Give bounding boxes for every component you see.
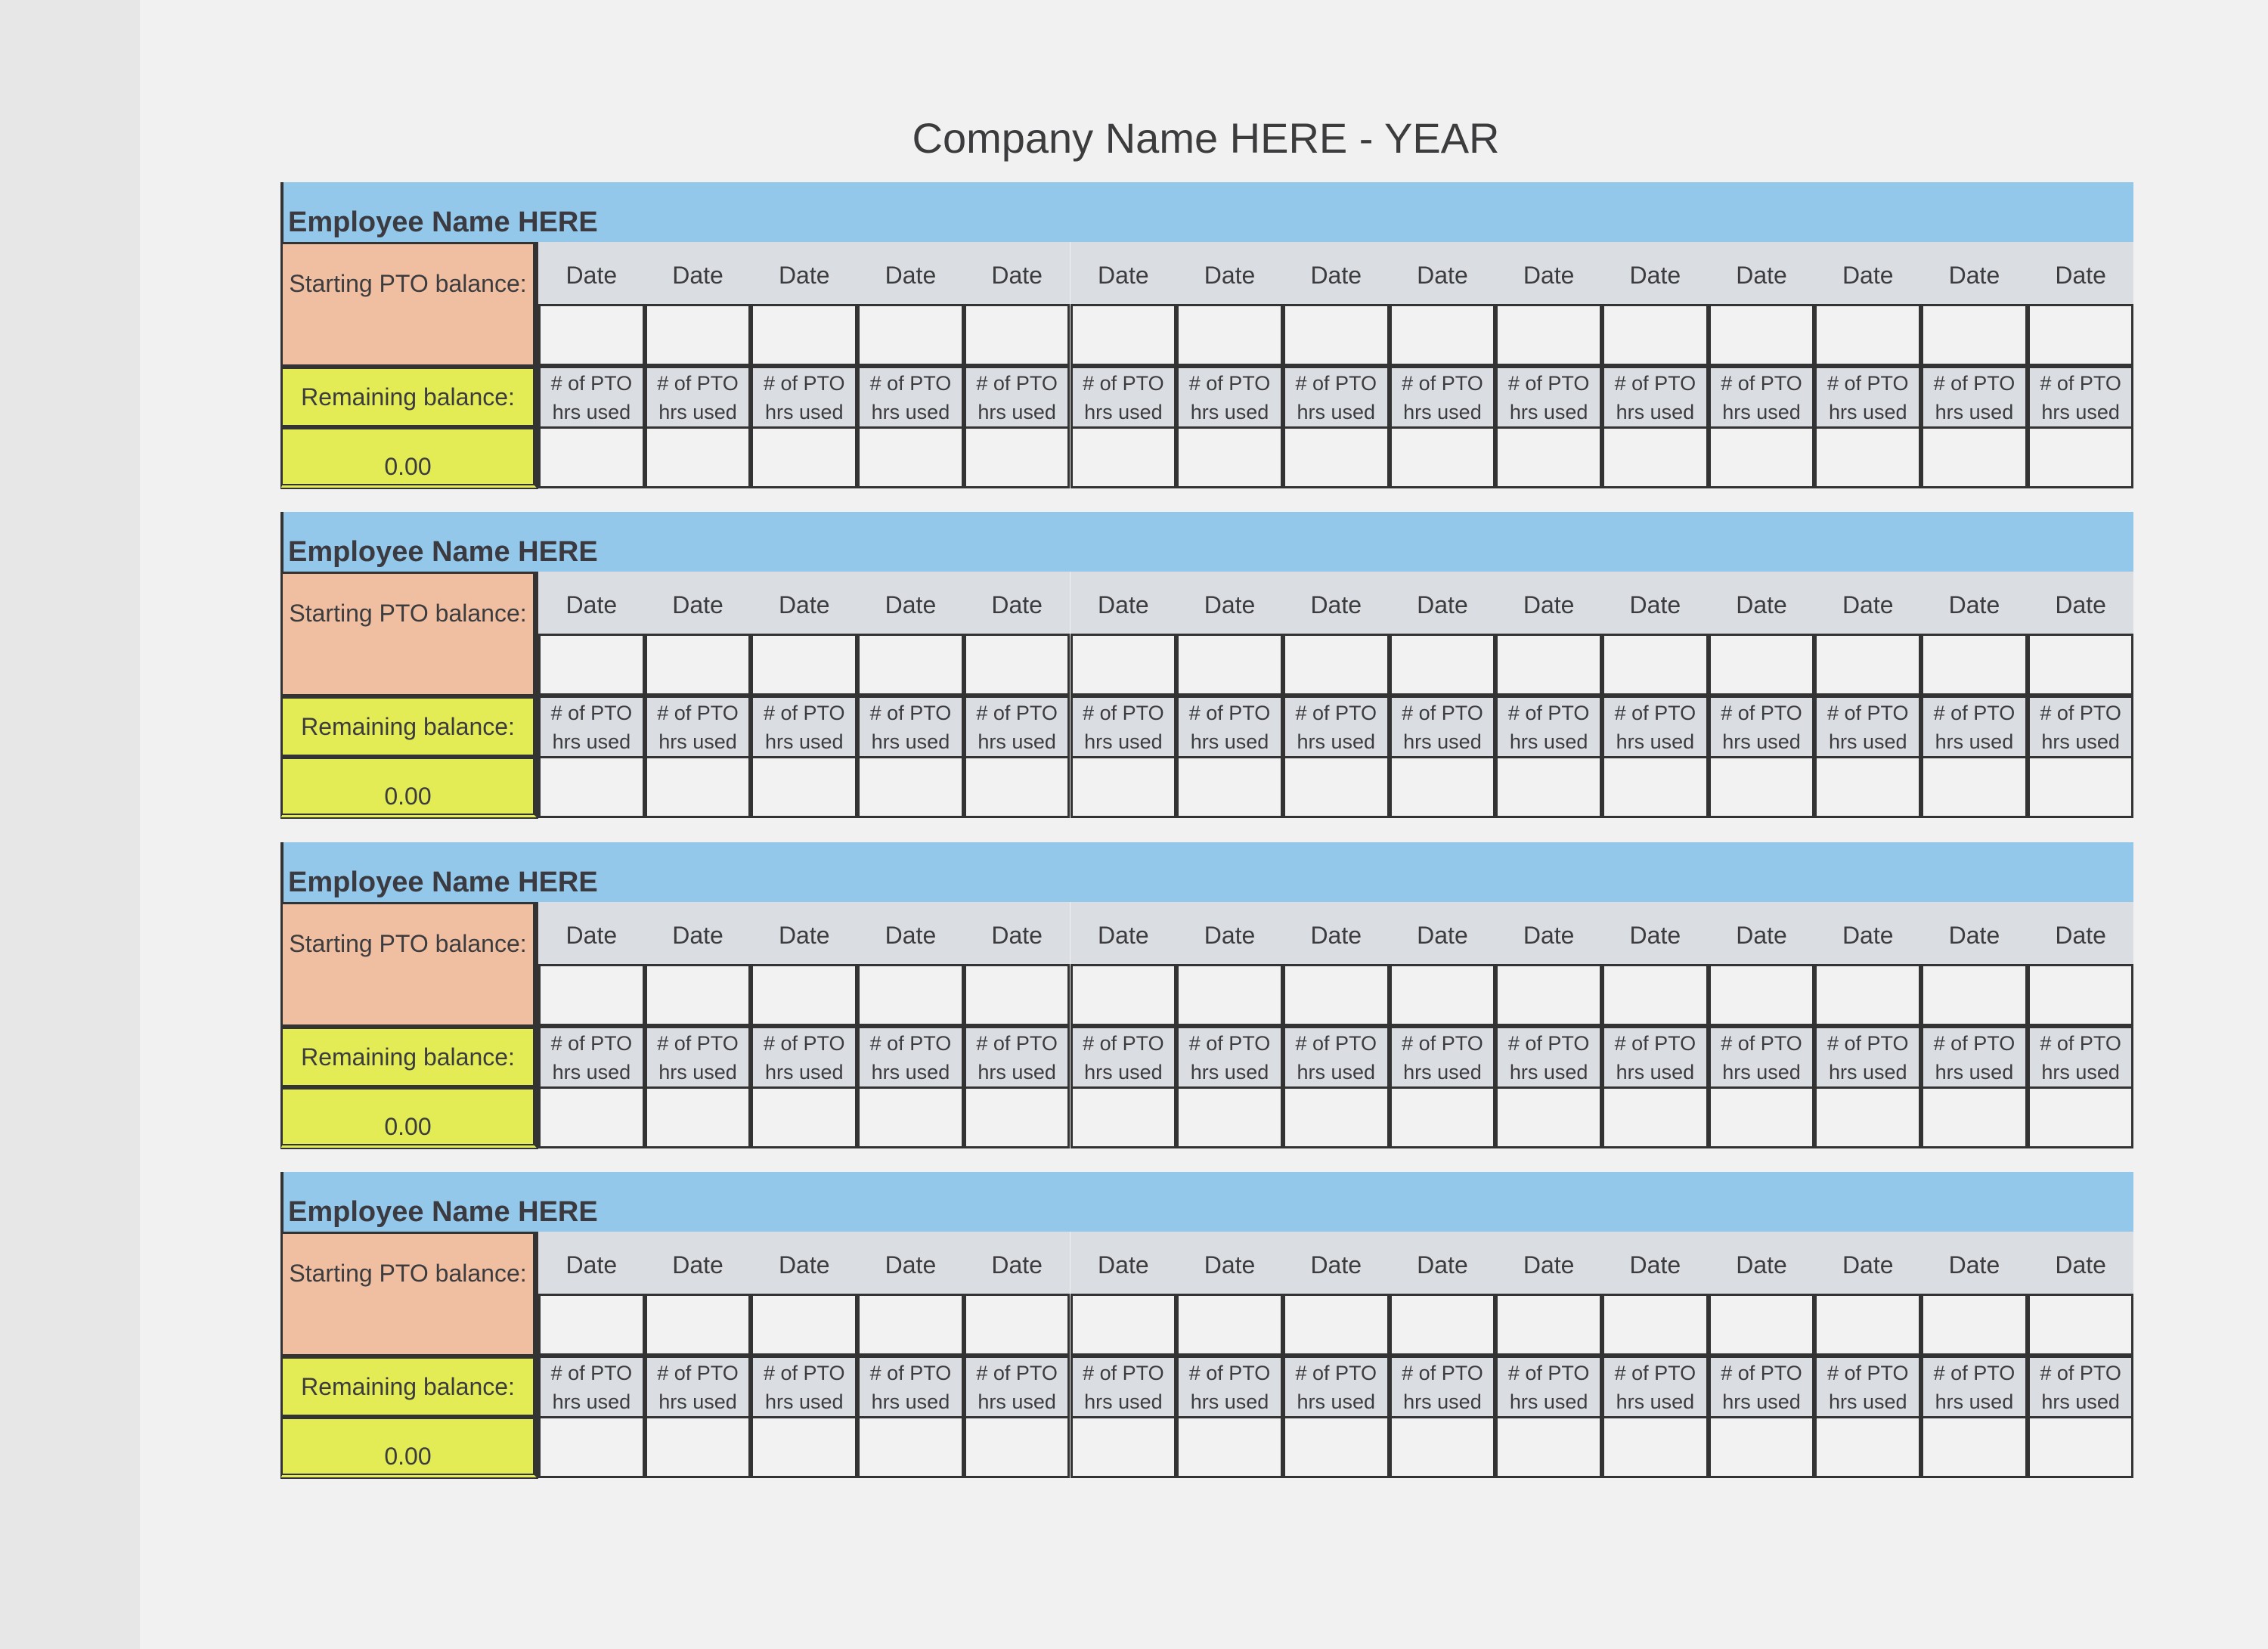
pto-hours-header: # of PTO hrs used [1495, 1026, 1602, 1086]
pto-hours-input-cell[interactable] [1390, 756, 1496, 818]
pto-hours-input-cell[interactable] [1176, 1416, 1283, 1478]
remaining-balance-label: Remaining balance: [301, 1372, 515, 1400]
date-input-cell[interactable] [1921, 304, 2028, 366]
date-input-cell[interactable] [1709, 964, 1815, 1026]
date-header: Date [964, 902, 1070, 964]
date-header: Date [1070, 902, 1177, 964]
pto-hours-input-cell[interactable] [1495, 426, 1602, 488]
date-header: Date [1390, 572, 1496, 634]
date-input-cell[interactable] [751, 1294, 857, 1356]
date-input-cell[interactable] [1495, 1294, 1602, 1356]
pto-hours-header: # of PTO hrs used [964, 1356, 1070, 1416]
date-input-cell[interactable] [1283, 1294, 1390, 1356]
pto-hours-header: # of PTO hrs used [1814, 366, 1921, 426]
pto-hours-header: # of PTO hrs used [751, 696, 857, 756]
date-input-cell[interactable] [1070, 634, 1177, 696]
pto-hours-input-cell[interactable] [1495, 1416, 1602, 1478]
remaining-balance-label: Remaining balance: [301, 383, 515, 411]
pto-hours-header: # of PTO hrs used [1709, 696, 1815, 756]
pto-hours-input-cell[interactable] [857, 1416, 964, 1478]
date-input-cell[interactable] [1814, 304, 1921, 366]
date-header: Date [1390, 902, 1496, 964]
pto-hours-input-cell[interactable] [1921, 1416, 2028, 1478]
date-header: Date [1709, 242, 1815, 304]
pto-hours-input-cell[interactable] [1176, 756, 1283, 818]
pto-hours-input-cell[interactable] [1070, 426, 1177, 488]
date-input-cell[interactable] [1390, 964, 1496, 1026]
date-input-cell[interactable] [1709, 634, 1815, 696]
date-input-cell[interactable] [1814, 964, 1921, 1026]
pto-hours-header: # of PTO hrs used [1176, 366, 1283, 426]
date-header: Date [1921, 572, 2028, 634]
pto-grid [538, 572, 2133, 817]
pto-hours-header: # of PTO hrs used [2028, 366, 2134, 426]
date-header: Date [1176, 572, 1283, 634]
pto-grid [538, 902, 2133, 1147]
date-input-cell[interactable] [1390, 1294, 1496, 1356]
pto-hours-header: # of PTO hrs used [1921, 696, 2028, 756]
pto-hours-header: # of PTO hrs used [1070, 1356, 1177, 1416]
remaining-balance-label-cell [280, 1356, 538, 1417]
pto-hours-header: # of PTO hrs used [964, 1026, 1070, 1086]
pto-hours-input-cell[interactable] [1709, 756, 1815, 818]
pto-hours-input-cell[interactable] [1176, 1086, 1283, 1148]
pto-hours-input-cell[interactable] [645, 1086, 751, 1148]
date-input-cell[interactable] [1283, 964, 1390, 1026]
date-input-cell[interactable] [1070, 964, 1177, 1026]
date-input-cell[interactable] [1390, 634, 1496, 696]
date-header: Date [1602, 572, 1709, 634]
pto-hours-input-cell[interactable] [964, 1086, 1070, 1148]
pto-hours-input-cell[interactable] [1814, 756, 1921, 818]
pto-hours-input-cell[interactable] [1176, 426, 1283, 488]
date-input-cell[interactable] [964, 634, 1070, 696]
date-header: Date [1709, 572, 1815, 634]
remaining-balance-value-cell [280, 757, 538, 819]
date-header: Date [538, 902, 645, 964]
date-header: Date [751, 572, 857, 634]
date-header: Date [1176, 902, 1283, 964]
date-header: Date [751, 242, 857, 304]
date-header: Date [1390, 242, 1496, 304]
pto-hours-header: # of PTO hrs used [1390, 366, 1496, 426]
remaining-balance-value-cell [280, 427, 538, 489]
date-input-cell[interactable] [1495, 634, 1602, 696]
pto-hours-input-cell[interactable] [1495, 1086, 1602, 1148]
pto-hours-input-cell[interactable] [645, 1416, 751, 1478]
pto-hours-input-cell[interactable] [2028, 1086, 2134, 1148]
pto-hours-header: # of PTO hrs used [1070, 1026, 1177, 1086]
pto-hours-input-cell[interactable] [538, 1416, 645, 1478]
date-header: Date [538, 242, 645, 304]
date-input-cell[interactable] [1495, 964, 1602, 1026]
starting-balance-cell[interactable] [280, 1232, 538, 1356]
date-header: Date [1709, 1232, 1815, 1294]
pto-hours-header: # of PTO hrs used [1390, 1026, 1496, 1086]
employee-name[interactable]: Employee Name HERE [288, 536, 598, 568]
pto-hours-header: # of PTO hrs used [645, 696, 751, 756]
date-header: Date [1283, 572, 1390, 634]
date-header: Date [1709, 902, 1815, 964]
pto-hours-input-cell[interactable] [1495, 756, 1602, 818]
date-header: Date [1814, 242, 1921, 304]
date-header: Date [645, 242, 751, 304]
date-input-cell[interactable] [1283, 304, 1390, 366]
date-header: Date [1495, 572, 1602, 634]
pto-hours-input-cell[interactable] [1070, 1086, 1177, 1148]
pto-hours-input-cell[interactable] [1070, 1416, 1177, 1478]
date-input-cell[interactable] [538, 304, 645, 366]
pto-hours-header: # of PTO hrs used [538, 366, 645, 426]
date-header: Date [857, 242, 964, 304]
date-header: Date [964, 242, 1070, 304]
date-input-cell[interactable] [1070, 304, 1177, 366]
pto-hours-input-cell[interactable] [857, 756, 964, 818]
date-header: Date [1814, 572, 1921, 634]
pto-hours-input-cell[interactable] [2028, 426, 2134, 488]
date-input-cell[interactable] [857, 634, 964, 696]
pto-hours-header: # of PTO hrs used [1390, 1356, 1496, 1416]
employee-name[interactable]: Employee Name HERE [288, 866, 598, 898]
starting-balance-cell[interactable] [280, 572, 538, 696]
date-header: Date [2028, 1232, 2134, 1294]
pto-hours-input-cell[interactable] [1921, 756, 2028, 818]
pto-hours-header: # of PTO hrs used [2028, 1026, 2134, 1086]
pto-hours-header: # of PTO hrs used [645, 1026, 751, 1086]
starting-balance-label: Starting PTO balance: [289, 930, 527, 957]
date-header: Date [751, 902, 857, 964]
remaining-balance-value-cell [280, 1417, 538, 1479]
pto-hours-input-cell[interactable] [964, 426, 1070, 488]
date-header: Date [1283, 242, 1390, 304]
pto-hours-input-cell[interactable] [751, 1086, 857, 1148]
date-input-cell[interactable] [1176, 1294, 1283, 1356]
date-header: Date [1176, 1232, 1283, 1294]
date-header: Date [857, 1232, 964, 1294]
pto-hours-input-cell[interactable] [1921, 426, 2028, 488]
pto-hours-input-cell[interactable] [645, 756, 751, 818]
pto-hours-header: # of PTO hrs used [857, 1356, 964, 1416]
pto-hours-input-cell[interactable] [2028, 1416, 2134, 1478]
pto-hours-input-cell[interactable] [1814, 426, 1921, 488]
date-input-cell[interactable] [1495, 304, 1602, 366]
pto-hours-input-cell[interactable] [1390, 1086, 1496, 1148]
date-header: Date [1283, 1232, 1390, 1294]
date-header: Date [1602, 1232, 1709, 1294]
pto-hours-header: # of PTO hrs used [857, 696, 964, 756]
date-header: Date [2028, 242, 2134, 304]
pto-hours-input-cell[interactable] [857, 1086, 964, 1148]
date-header: Date [1390, 1232, 1496, 1294]
remaining-balance-label-cell [280, 696, 538, 757]
pto-hours-input-cell[interactable] [751, 756, 857, 818]
pto-hours-header: # of PTO hrs used [751, 1356, 857, 1416]
pto-hours-input-cell[interactable] [645, 426, 751, 488]
date-input-cell[interactable] [1602, 1294, 1709, 1356]
pto-hours-header: # of PTO hrs used [1602, 1026, 1709, 1086]
remaining-balance-value: 0.00 [384, 1443, 432, 1470]
pto-hours-header: # of PTO hrs used [1814, 1026, 1921, 1086]
date-input-cell[interactable] [1602, 964, 1709, 1026]
employee-block [280, 1172, 2133, 1479]
date-header: Date [645, 902, 751, 964]
pto-hours-input-cell[interactable] [1602, 756, 1709, 818]
pto-hours-header: # of PTO hrs used [538, 1356, 645, 1416]
date-header: Date [645, 1232, 751, 1294]
date-header: Date [857, 902, 964, 964]
date-header: Date [1176, 242, 1283, 304]
pto-hours-header: # of PTO hrs used [1176, 1356, 1283, 1416]
pto-hours-header: # of PTO hrs used [1495, 1356, 1602, 1416]
date-input-cell[interactable] [1283, 634, 1390, 696]
date-header: Date [1814, 902, 1921, 964]
date-input-cell[interactable] [1921, 634, 2028, 696]
pto-hours-input-cell[interactable] [964, 756, 1070, 818]
date-input-cell[interactable] [1602, 304, 1709, 366]
remaining-balance-label: Remaining balance: [301, 1043, 515, 1071]
pto-hours-input-cell[interactable] [1283, 1416, 1390, 1478]
pto-hours-input-cell[interactable] [1814, 1086, 1921, 1148]
pto-hours-header: # of PTO hrs used [1495, 366, 1602, 426]
date-input-cell[interactable] [645, 1294, 751, 1356]
date-input-cell[interactable] [2028, 634, 2134, 696]
pto-hours-header: # of PTO hrs used [1283, 1356, 1390, 1416]
date-input-cell[interactable] [1921, 964, 2028, 1026]
employee-block [280, 182, 2133, 489]
remaining-balance-value: 0.00 [384, 453, 432, 480]
employee-name[interactable]: Employee Name HERE [288, 1196, 598, 1228]
date-header: Date [1921, 242, 2028, 304]
pto-hours-input-cell[interactable] [1602, 1086, 1709, 1148]
pto-hours-input-cell[interactable] [538, 426, 645, 488]
date-input-cell[interactable] [857, 1294, 964, 1356]
date-header: Date [1602, 242, 1709, 304]
pto-hours-header: # of PTO hrs used [1390, 696, 1496, 756]
date-input-cell[interactable] [751, 304, 857, 366]
date-input-cell[interactable] [1709, 304, 1815, 366]
date-header: Date [1814, 1232, 1921, 1294]
date-header: Date [2028, 572, 2134, 634]
pto-hours-input-cell[interactable] [751, 1416, 857, 1478]
remaining-balance-value: 0.00 [384, 783, 432, 810]
pto-hours-input-cell[interactable] [1709, 1086, 1815, 1148]
pto-hours-input-cell[interactable] [1070, 756, 1177, 818]
date-input-cell[interactable] [1176, 304, 1283, 366]
date-input-cell[interactable] [857, 304, 964, 366]
date-input-cell[interactable] [964, 1294, 1070, 1356]
pto-hours-input-cell[interactable] [2028, 756, 2134, 818]
employee-name-band [280, 842, 2133, 902]
pto-hours-header: # of PTO hrs used [964, 696, 1070, 756]
starting-balance-label: Starting PTO balance: [289, 1260, 527, 1287]
date-input-cell[interactable] [1814, 1294, 1921, 1356]
pto-hours-header: # of PTO hrs used [1921, 1356, 2028, 1416]
starting-balance-label: Starting PTO balance: [289, 270, 527, 297]
employee-name-band [280, 182, 2133, 242]
pto-hours-header: # of PTO hrs used [1921, 366, 2028, 426]
pto-hours-input-cell[interactable] [1283, 426, 1390, 488]
date-header: Date [751, 1232, 857, 1294]
pto-hours-header: # of PTO hrs used [538, 696, 645, 756]
pto-hours-header: # of PTO hrs used [1602, 366, 1709, 426]
pto-hours-header: # of PTO hrs used [1814, 1356, 1921, 1416]
pto-hours-header: # of PTO hrs used [1283, 696, 1390, 756]
date-header: Date [964, 1232, 1070, 1294]
date-input-cell[interactable] [751, 964, 857, 1026]
remaining-balance-label-cell [280, 1027, 538, 1087]
date-input-cell[interactable] [751, 634, 857, 696]
date-input-cell[interactable] [1070, 1294, 1177, 1356]
pto-hours-header: # of PTO hrs used [857, 366, 964, 426]
starting-balance-label: Starting PTO balance: [289, 600, 527, 627]
date-input-cell[interactable] [2028, 964, 2134, 1026]
pto-hours-input-cell[interactable] [1602, 1416, 1709, 1478]
pto-hours-header: # of PTO hrs used [1709, 366, 1815, 426]
employee-name-band [280, 1172, 2133, 1232]
employee-block [280, 842, 2133, 1149]
date-input-cell[interactable] [1602, 634, 1709, 696]
pto-hours-input-cell[interactable] [1283, 756, 1390, 818]
pto-hours-header: # of PTO hrs used [1070, 366, 1177, 426]
date-input-cell[interactable] [538, 634, 645, 696]
date-input-cell[interactable] [964, 304, 1070, 366]
pto-grid [538, 1232, 2133, 1477]
date-header: Date [1495, 1232, 1602, 1294]
pto-hours-header: # of PTO hrs used [1283, 366, 1390, 426]
date-input-cell[interactable] [1390, 304, 1496, 366]
pto-hours-input-cell[interactable] [1602, 426, 1709, 488]
date-header: Date [1070, 242, 1177, 304]
pto-hours-input-cell[interactable] [751, 426, 857, 488]
date-input-cell[interactable] [1921, 1294, 2028, 1356]
date-header: Date [1921, 1232, 2028, 1294]
date-input-cell[interactable] [2028, 1294, 2134, 1356]
remaining-balance-value: 0.00 [384, 1113, 432, 1140]
date-header: Date [857, 572, 964, 634]
date-input-cell[interactable] [538, 964, 645, 1026]
date-header: Date [1070, 1232, 1177, 1294]
pto-hours-header: # of PTO hrs used [645, 366, 751, 426]
pto-hours-input-cell[interactable] [1283, 1086, 1390, 1148]
pto-hours-input-cell[interactable] [538, 1086, 645, 1148]
pto-hours-header: # of PTO hrs used [751, 366, 857, 426]
date-input-cell[interactable] [645, 304, 751, 366]
date-header: Date [538, 572, 645, 634]
remaining-balance-label: Remaining balance: [301, 712, 515, 740]
date-header: Date [1921, 902, 2028, 964]
pto-hours-header: # of PTO hrs used [1176, 696, 1283, 756]
date-header: Date [1070, 572, 1177, 634]
pto-hours-header: # of PTO hrs used [857, 1026, 964, 1086]
date-input-cell[interactable] [2028, 304, 2134, 366]
pto-hours-header: # of PTO hrs used [964, 366, 1070, 426]
date-input-cell[interactable] [1176, 634, 1283, 696]
pto-hours-header: # of PTO hrs used [1921, 1026, 2028, 1086]
employee-block [280, 512, 2133, 819]
date-input-cell[interactable] [964, 964, 1070, 1026]
date-input-cell[interactable] [538, 1294, 645, 1356]
date-header: Date [964, 572, 1070, 634]
pto-hours-header: # of PTO hrs used [1070, 696, 1177, 756]
pto-hours-input-cell[interactable] [1921, 1086, 2028, 1148]
remaining-balance-label-cell [280, 367, 538, 427]
pto-grid [538, 242, 2133, 487]
date-header: Date [645, 572, 751, 634]
employee-name[interactable]: Employee Name HERE [288, 206, 598, 238]
pto-hours-input-cell[interactable] [1709, 1416, 1815, 1478]
pto-hours-header: # of PTO hrs used [1495, 696, 1602, 756]
pto-hours-input-cell[interactable] [1390, 426, 1496, 488]
employee-name-band [280, 512, 2133, 572]
date-input-cell[interactable] [1176, 964, 1283, 1026]
date-input-cell[interactable] [645, 964, 751, 1026]
pto-hours-input-cell[interactable] [1709, 426, 1815, 488]
pto-hours-header: # of PTO hrs used [1602, 1356, 1709, 1416]
date-input-cell[interactable] [857, 964, 964, 1026]
date-header: Date [1602, 902, 1709, 964]
date-input-cell[interactable] [1814, 634, 1921, 696]
date-input-cell[interactable] [645, 634, 751, 696]
date-header: Date [2028, 902, 2134, 964]
pto-hours-input-cell[interactable] [1814, 1416, 1921, 1478]
pto-hours-header: # of PTO hrs used [1283, 1026, 1390, 1086]
pto-hours-header: # of PTO hrs used [538, 1026, 645, 1086]
date-header: Date [1495, 902, 1602, 964]
pto-hours-header: # of PTO hrs used [1709, 1356, 1815, 1416]
pto-hours-header: # of PTO hrs used [645, 1356, 751, 1416]
date-header: Date [538, 1232, 645, 1294]
pto-hours-header: # of PTO hrs used [1709, 1026, 1815, 1086]
starting-balance-cell[interactable] [280, 242, 538, 367]
date-header: Date [1283, 902, 1390, 964]
pto-hours-header: # of PTO hrs used [751, 1026, 857, 1086]
date-input-cell[interactable] [1709, 1294, 1815, 1356]
pto-hours-header: # of PTO hrs used [2028, 696, 2134, 756]
date-header: Date [1495, 242, 1602, 304]
scan-margin [0, 0, 140, 1649]
remaining-balance-value-cell [280, 1087, 538, 1149]
starting-balance-cell[interactable] [280, 902, 538, 1027]
pto-hours-header: # of PTO hrs used [2028, 1356, 2134, 1416]
pto-hours-header: # of PTO hrs used [1176, 1026, 1283, 1086]
pto-hours-input-cell[interactable] [538, 756, 645, 818]
pto-hours-input-cell[interactable] [964, 1416, 1070, 1478]
pto-hours-header: # of PTO hrs used [1602, 696, 1709, 756]
pto-hours-input-cell[interactable] [1390, 1416, 1496, 1478]
pto-hours-input-cell[interactable] [857, 426, 964, 488]
page-title: Company Name HERE - YEAR [912, 114, 1500, 162]
pto-hours-header: # of PTO hrs used [1814, 696, 1921, 756]
